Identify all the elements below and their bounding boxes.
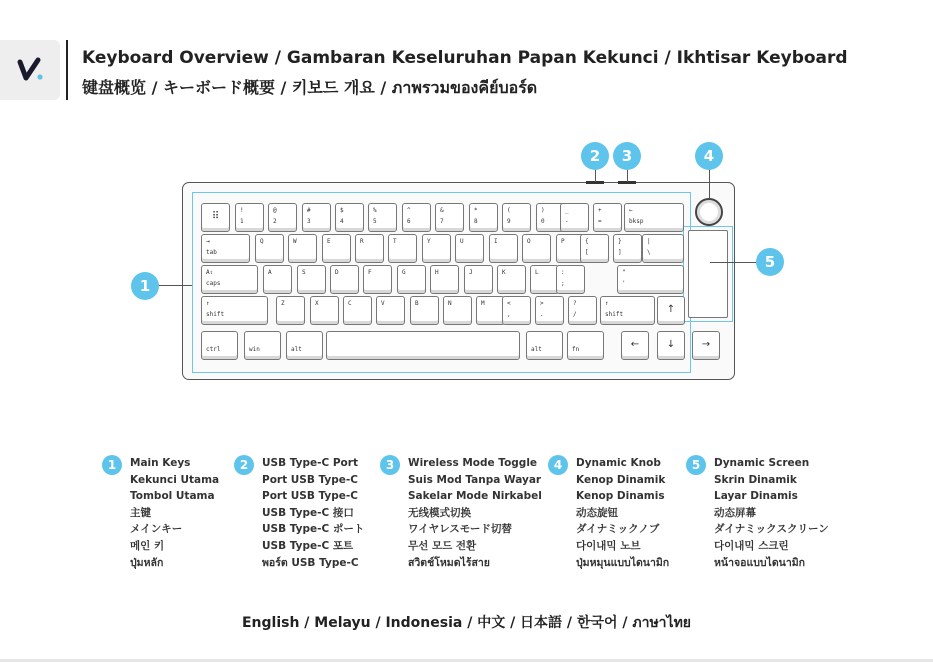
key bbox=[621, 331, 649, 360]
key-label: 1 bbox=[240, 218, 244, 225]
page-subtitle: 键盘概览 / キーボード概要 / 키보드 개요 / ภาพรวมของคีย์บอร์ด bbox=[82, 78, 538, 97]
key bbox=[489, 234, 518, 263]
key-label: H bbox=[435, 269, 439, 276]
legend-number: 4 bbox=[548, 455, 568, 475]
legend-item: Tombol Utama bbox=[130, 490, 215, 503]
legend-item: 主键 bbox=[130, 506, 151, 519]
key-label: A bbox=[268, 269, 272, 276]
key bbox=[617, 265, 684, 294]
key bbox=[624, 203, 684, 232]
key bbox=[435, 203, 464, 232]
key bbox=[201, 234, 250, 263]
key-label: 5 bbox=[373, 218, 377, 225]
legend-item: ワイヤレスモード切替 bbox=[408, 523, 512, 536]
legend-item: ダイナミックノブ bbox=[576, 523, 660, 536]
logo-mark-icon bbox=[0, 40, 60, 100]
key bbox=[593, 203, 622, 232]
key bbox=[422, 234, 451, 263]
key-label: alt bbox=[291, 346, 302, 353]
legend-item: Wireless Mode Toggle bbox=[408, 457, 538, 469]
legend-items bbox=[262, 455, 364, 571]
key-label: ! bbox=[240, 207, 244, 214]
key-label: I bbox=[494, 238, 498, 245]
key-label: U bbox=[460, 238, 464, 245]
key bbox=[297, 265, 326, 294]
key-label: ↑ bbox=[206, 300, 210, 307]
leader-line bbox=[627, 168, 628, 182]
key bbox=[600, 296, 655, 325]
leader-line bbox=[710, 262, 756, 263]
key-label: ⇥ bbox=[206, 238, 210, 245]
key-label: & bbox=[440, 207, 444, 214]
key-label: } bbox=[618, 238, 622, 245]
key bbox=[255, 234, 284, 263]
legend-item: Port USB Type-C bbox=[262, 473, 358, 486]
key bbox=[201, 203, 230, 232]
key bbox=[263, 265, 292, 294]
legend-item: 动态旋钮 bbox=[576, 506, 618, 519]
header-divider bbox=[66, 40, 68, 100]
key-label: T bbox=[393, 238, 397, 245]
key bbox=[692, 331, 720, 360]
legend-item: Main Keys bbox=[130, 457, 191, 469]
key bbox=[530, 265, 559, 294]
legend-item: USB Type-C Port bbox=[262, 457, 358, 469]
legend-item: 다이내믹 노브 bbox=[576, 539, 641, 552]
key-label: = bbox=[598, 218, 602, 225]
key bbox=[443, 296, 472, 325]
legend-item: สวิตช์โหมดไร้สาย bbox=[408, 556, 490, 569]
key-label: . bbox=[540, 311, 544, 318]
callout-3: 3 bbox=[613, 142, 641, 170]
key-label: { bbox=[585, 238, 589, 245]
legend-item: USB Type-C 포트 bbox=[262, 539, 354, 552]
key-label: - bbox=[565, 218, 569, 225]
legend-items bbox=[714, 455, 829, 571]
key-label: R bbox=[360, 238, 364, 245]
key bbox=[343, 296, 372, 325]
key bbox=[502, 203, 531, 232]
language-list: English / Melayu / Indonesia / 中文 / 日本語 / 한국어 / ภาษาไทย bbox=[241, 615, 692, 631]
legend-item: 动态屏幕 bbox=[714, 506, 756, 519]
key bbox=[642, 234, 684, 263]
key bbox=[497, 265, 526, 294]
key-label: V bbox=[381, 300, 385, 307]
legend-item: ダイナミックスクリーン bbox=[714, 523, 829, 536]
key-label: ( bbox=[507, 207, 511, 214]
key-label: C bbox=[348, 300, 352, 307]
key bbox=[326, 331, 520, 360]
key-label: F bbox=[368, 269, 372, 276]
key-label: ↑ bbox=[605, 300, 609, 307]
key-label: shift bbox=[605, 311, 624, 318]
callout-1: 1 bbox=[131, 272, 159, 300]
legend-item: 메인 키 bbox=[130, 539, 165, 552]
key-label: bksp bbox=[629, 218, 644, 225]
key bbox=[201, 265, 258, 294]
legend-number: 5 bbox=[686, 455, 706, 475]
key bbox=[363, 265, 392, 294]
key-label: fn bbox=[572, 346, 580, 353]
key-label: ^ bbox=[407, 207, 411, 214]
key-label: _ bbox=[565, 207, 569, 214]
key bbox=[580, 234, 609, 263]
legend-item: ปุ่มหมุนแบบไดนามิก bbox=[576, 556, 670, 569]
key-label: A⇪ bbox=[206, 269, 214, 276]
key bbox=[310, 296, 339, 325]
key bbox=[560, 203, 589, 232]
callout-2: 2 bbox=[581, 142, 609, 170]
leader-line bbox=[158, 285, 192, 286]
key bbox=[657, 296, 685, 325]
legend-item: Layar Dinamis bbox=[714, 490, 798, 503]
key-label: 7 bbox=[440, 218, 444, 225]
key bbox=[268, 203, 297, 232]
key-label: : bbox=[561, 269, 565, 276]
key bbox=[476, 296, 505, 325]
key bbox=[410, 296, 439, 325]
key-label: W bbox=[293, 238, 297, 245]
key-label: E bbox=[327, 238, 331, 245]
legend-item: 다이내믹 스크린 bbox=[714, 539, 789, 552]
legend-item: หน้าจอแบบไดนามิก bbox=[714, 556, 806, 569]
key-label: ↑ bbox=[666, 304, 676, 315]
callout-5: 5 bbox=[756, 248, 784, 276]
key bbox=[276, 296, 305, 325]
legend-item: Skrin Dinamik bbox=[714, 473, 797, 486]
key bbox=[288, 234, 317, 263]
key-label: 2 bbox=[273, 218, 277, 225]
key-label: P bbox=[561, 238, 565, 245]
key-label: G bbox=[402, 269, 406, 276]
legend-item: พอร์ต USB Type-C bbox=[262, 556, 359, 569]
key bbox=[335, 203, 364, 232]
legend-item: メインキー bbox=[130, 523, 183, 536]
legend-item: 무선 모드 전환 bbox=[408, 539, 477, 552]
key bbox=[302, 203, 331, 232]
key-label: [ bbox=[585, 249, 589, 256]
legend-number: 3 bbox=[380, 455, 400, 475]
key bbox=[556, 265, 585, 294]
key-label: % bbox=[373, 207, 377, 214]
key-label: K bbox=[502, 269, 506, 276]
key bbox=[330, 265, 359, 294]
key bbox=[613, 234, 642, 263]
legend-number: 2 bbox=[234, 455, 254, 475]
dynamic-knob bbox=[695, 198, 723, 226]
key bbox=[522, 234, 551, 263]
key-label: ⠿ bbox=[211, 211, 220, 222]
page-title: Keyboard Overview / Gambaran Keseluruhan Papan Kekunci / Ikhtisar Keyboard bbox=[82, 48, 848, 68]
key bbox=[469, 203, 498, 232]
key bbox=[402, 203, 431, 232]
key bbox=[568, 296, 597, 325]
legend-item: USB Type-C 接口 bbox=[262, 506, 354, 519]
key bbox=[286, 331, 323, 360]
key-label: L bbox=[535, 269, 539, 276]
key-label: X bbox=[315, 300, 319, 307]
key-label: * bbox=[474, 207, 478, 214]
legend-item: Suis Mod Tanpa Wayar bbox=[408, 473, 542, 486]
key bbox=[322, 234, 351, 263]
key-label: 0 bbox=[541, 218, 545, 225]
key bbox=[430, 265, 459, 294]
key-label: B bbox=[415, 300, 419, 307]
key-label: ? bbox=[573, 300, 577, 307]
key bbox=[201, 296, 268, 325]
key bbox=[235, 203, 264, 232]
key-label: 4 bbox=[340, 218, 344, 225]
callout-4: 4 bbox=[695, 142, 723, 170]
key-label: > bbox=[540, 300, 544, 307]
legend-item: Kekunci Utama bbox=[130, 473, 220, 486]
legend-number: 1 bbox=[102, 455, 122, 475]
key-label: ← bbox=[629, 207, 633, 214]
key-label: ) bbox=[541, 207, 545, 214]
key-label: shift bbox=[206, 311, 225, 318]
key-label: M bbox=[481, 300, 485, 307]
key-label: < bbox=[507, 300, 511, 307]
dynamic-screen bbox=[688, 230, 728, 318]
key-label: → bbox=[701, 339, 711, 350]
key-label: Y bbox=[427, 238, 431, 245]
key-label: ; bbox=[561, 280, 565, 287]
key bbox=[244, 331, 281, 360]
key-label: D bbox=[335, 269, 339, 276]
key-label: caps bbox=[206, 280, 221, 287]
key-label: $ bbox=[340, 207, 344, 214]
key bbox=[657, 331, 685, 360]
key-label: | bbox=[647, 238, 651, 245]
key-label: + bbox=[598, 207, 602, 214]
leader-line bbox=[595, 168, 596, 182]
brand-logo bbox=[0, 40, 60, 100]
key-label: Q bbox=[260, 238, 264, 245]
key-label: 3 bbox=[307, 218, 311, 225]
key-label: Z bbox=[281, 300, 285, 307]
key bbox=[526, 331, 563, 360]
legend-item: Dynamic Screen bbox=[714, 457, 810, 469]
key-label: ↓ bbox=[666, 339, 676, 350]
key-label: \ bbox=[647, 249, 651, 256]
legend-items bbox=[576, 455, 669, 571]
key-label: 8 bbox=[474, 218, 478, 225]
key-label: tab bbox=[206, 249, 217, 256]
key-label: @ bbox=[273, 207, 277, 214]
key-label: ← bbox=[630, 339, 640, 350]
key bbox=[376, 296, 405, 325]
key-label: S bbox=[302, 269, 306, 276]
key-label: ' bbox=[622, 280, 626, 287]
key bbox=[464, 265, 493, 294]
legend-item: ปุ่มหลัก bbox=[130, 556, 164, 569]
key-label: ] bbox=[618, 249, 622, 256]
legend-item: Port USB Type-C bbox=[262, 490, 358, 503]
key-label: J bbox=[469, 269, 473, 276]
key bbox=[368, 203, 397, 232]
key bbox=[567, 331, 604, 360]
key-label: # bbox=[307, 207, 311, 214]
legend-item: USB Type-C ポート bbox=[262, 523, 365, 536]
key bbox=[388, 234, 417, 263]
key-label: alt bbox=[531, 346, 542, 353]
key bbox=[535, 296, 564, 325]
legend-items bbox=[130, 455, 219, 571]
legend-items bbox=[408, 455, 542, 571]
legend-item: Kenop Dinamik bbox=[576, 473, 666, 486]
key-label: / bbox=[573, 311, 577, 318]
key bbox=[502, 296, 531, 325]
legend-item: Dynamic Knob bbox=[576, 457, 661, 469]
key-label: ctrl bbox=[206, 346, 221, 353]
leader-line bbox=[709, 168, 710, 198]
legend-item: 无线模式切换 bbox=[408, 506, 471, 519]
key-label: win bbox=[249, 346, 260, 353]
key-label: 9 bbox=[507, 218, 511, 225]
key-label: N bbox=[448, 300, 452, 307]
key bbox=[355, 234, 384, 263]
legend-item: Kenop Dinamis bbox=[576, 490, 665, 503]
key-label: O bbox=[527, 238, 531, 245]
key-label: , bbox=[507, 311, 511, 318]
key bbox=[397, 265, 426, 294]
key-label: " bbox=[622, 269, 626, 276]
key-label: 6 bbox=[407, 218, 411, 225]
legend-item: Sakelar Mode Nirkabel bbox=[408, 490, 542, 503]
key bbox=[201, 331, 238, 360]
key bbox=[455, 234, 484, 263]
